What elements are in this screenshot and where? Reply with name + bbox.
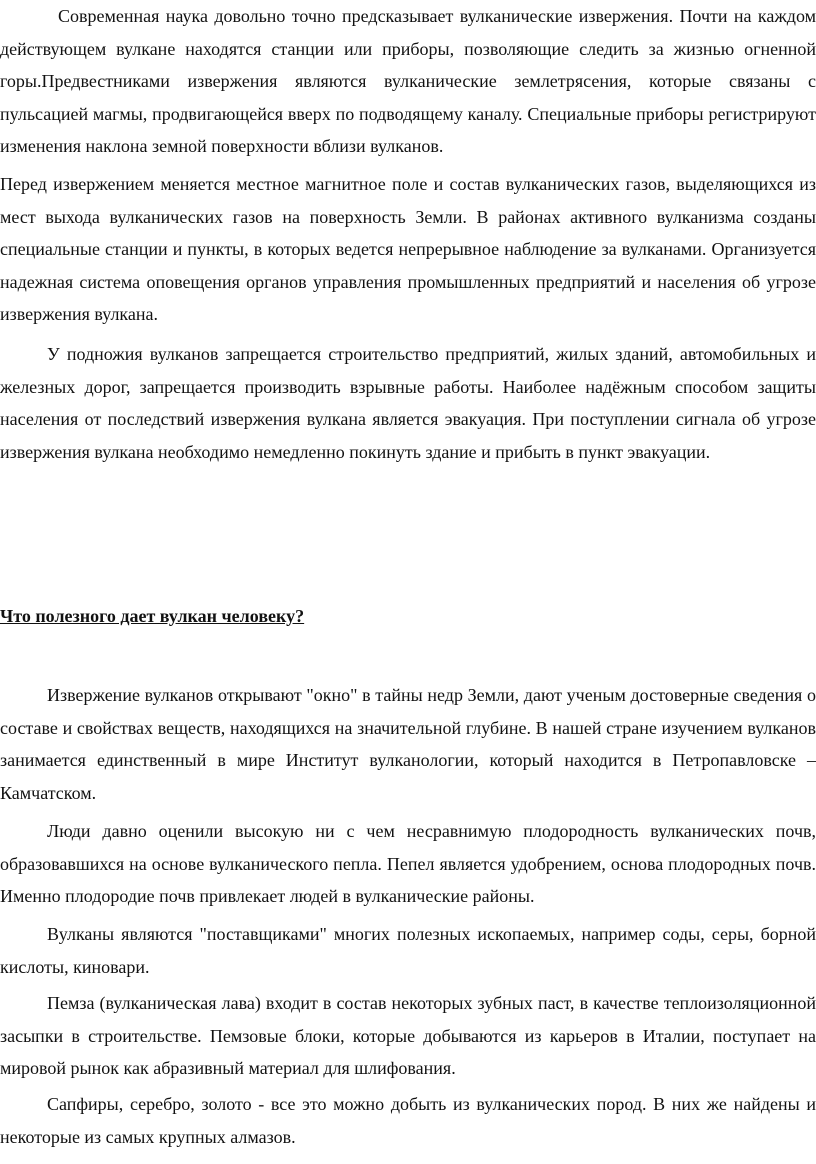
paragraph-earth-window: Извержение вулканов открывают "окно" в тайны недр Земли, дают ученым достоверные сведения о составе и свойствах веществ, находящихся на значительной глубине. В нашей стране изучением вулканов занимается единственный в мире Институт вулканологии, который находится в Петропавловске – Камчатском. bbox=[0, 685, 816, 803]
section-heading: Что полезного дает вулкан человеку? bbox=[0, 606, 305, 626]
paragraph-safety-measures: У подножия вулканов запрещается строительство предприятий, жилых зданий, автомобильных и железных дорог, запрещается производить взрывные работы. Наиболее надёжным способом защиты населения от последствий извержения вулкана является эвакуация. При поступлении сигнала об угрозе извержения вулкана необходимо немедленно покинуть здание и прибыть в пункт эвакуации. bbox=[0, 344, 816, 462]
paragraph-eruption-signs: Перед извержением меняется местное магнитное поле и состав вулканических газов, выделяющихся из мест выхода вулканических газов на поверхность Земли. В районах активного вулканизма созданы специальные станции и пункты, в которых ведется непрерывное наблюдение за вулканами. Организуется надежная система оповещения органов управления промышленных предприятий и населения об угрозе извержения вулкана. bbox=[0, 174, 816, 325]
paragraph-fertile-soils: Люди давно оценили высокую ни с чем несравнимую плодородность вулканических почв, образовавшихся на основе вулканического пепла. Пепел является удобрением, основа плодородных почв. Именно плодородие почв привлекает людей в вулканические районы. bbox=[0, 821, 816, 907]
paragraph-pumice: Пемза (вулканическая лава) входит в состав некоторых зубных паст, в качестве теплоизоляционной засыпки в строительстве. Пемзовые блоки, которые добываются из карьеров в Италии, поступает на мировой рынок как абразивный материал для шлифования. bbox=[0, 993, 816, 1079]
paragraph-minerals: Вулканы являются "поставщиками" многих полезных ископаемых, например соды, серы, борной кислоты, киновари. bbox=[0, 924, 816, 977]
paragraph-gems: Сапфиры, серебро, золото - все это можно добыть из вулканических пород. В них же найдены и некоторые из самых крупных алмазов. bbox=[0, 1094, 816, 1147]
paragraph-volcano-prediction: Современная наука довольно точно предсказывает вулканические извержения. Почти на каждом действующем вулкане находятся станции или приборы, позволяющие следить за жизнью огненной горы.Предвестниками извержения являются вулканические землетрясения, которые связаны с пульсацией магмы, продвигающейся вверх по подводящему каналу. Специальные приборы регистрируют изменения наклона земной поверхности вблизи вулканов. bbox=[0, 6, 816, 157]
